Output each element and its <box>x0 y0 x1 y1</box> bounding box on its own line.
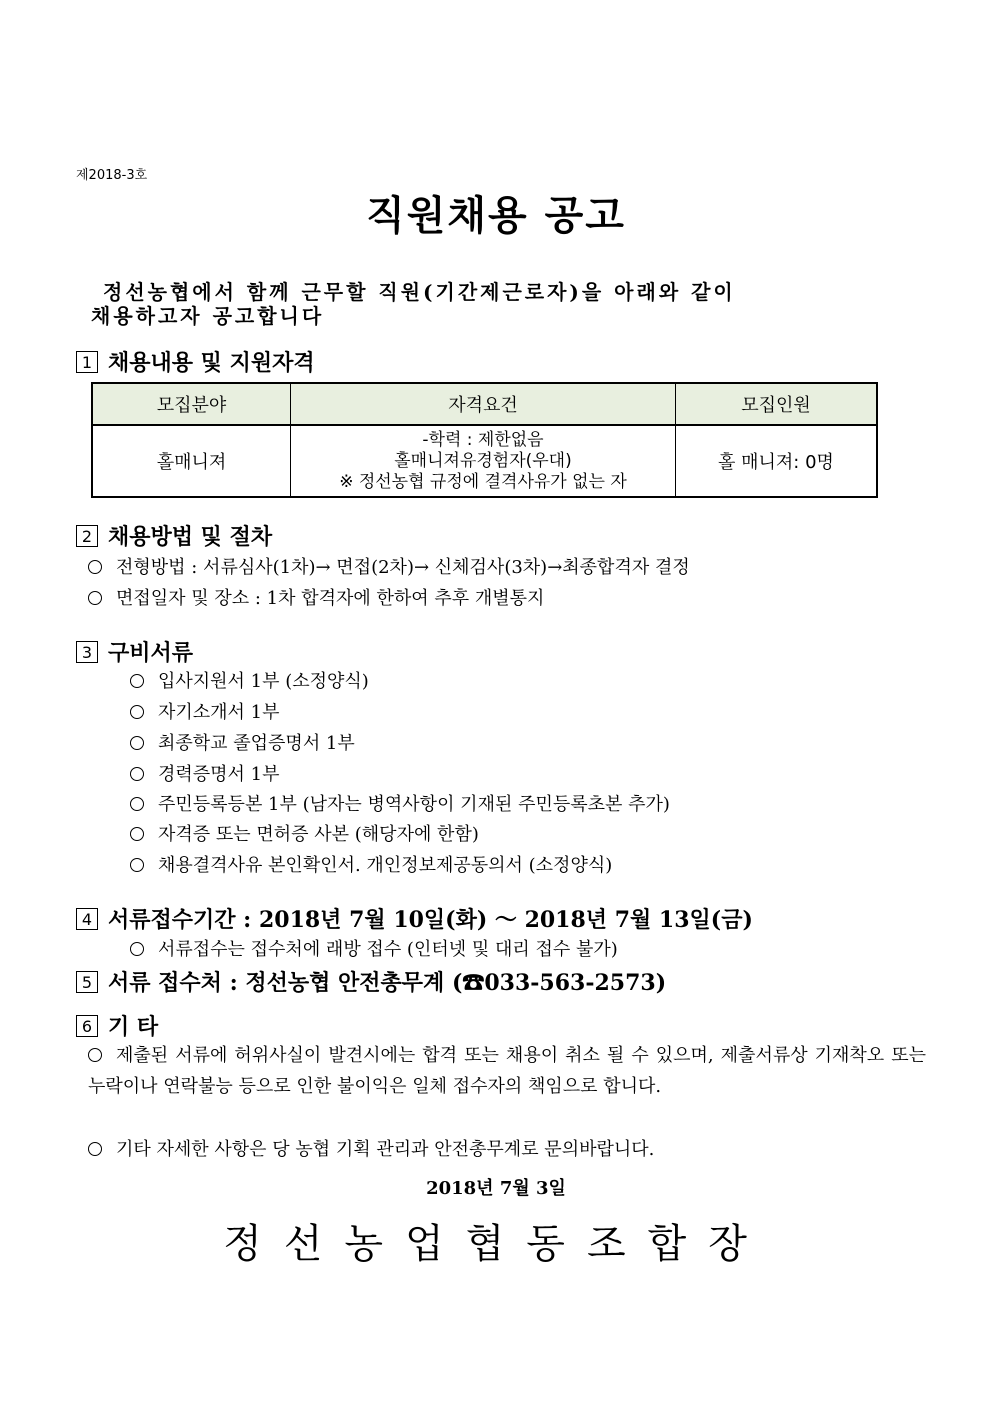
list-item <box>88 553 690 579</box>
bullet-circle-icon <box>130 858 144 872</box>
bullet-circle-icon <box>130 705 144 719</box>
recruitment-table <box>91 382 878 498</box>
section-6-title: 기 타 <box>108 1014 159 1040</box>
table-header-field: 모집분야 <box>92 383 291 425</box>
list-item <box>130 698 280 724</box>
table-cell-requirements <box>291 425 676 497</box>
requirement-line: ※ 정선농협 규정에 결격사유가 없는 자 <box>339 471 627 492</box>
bullet-circle-icon <box>88 1142 102 1156</box>
list-item <box>130 790 670 816</box>
bullet-circle-icon <box>130 674 144 688</box>
section-number-box: 1 <box>76 351 98 373</box>
section-6-header <box>76 1010 158 1041</box>
section-2-header <box>76 520 272 551</box>
document-date: 2018년 7월 3일 <box>426 1178 566 1199</box>
requirement-line: 홀매니져유경험자(우대) <box>394 450 572 471</box>
section-3-header <box>76 636 193 667</box>
bullet-circle-icon <box>130 827 144 841</box>
list-item-text: 주민등록등본 1부 (남자는 병역사항이 기재된 주민등록초본 추가) <box>158 794 670 815</box>
list-item <box>130 667 369 693</box>
table-header-row <box>92 383 877 425</box>
section-5-header <box>76 966 666 997</box>
bullet-circle-icon <box>130 942 144 956</box>
section-4-title: 서류접수기간 : 2018년 7월 10일(화) ～ 2018년 7월 13일(금) <box>108 907 753 933</box>
bullet-circle-icon <box>130 797 144 811</box>
list-item <box>130 851 612 877</box>
table-row <box>92 425 877 497</box>
list-item-text: 최종학교 졸업증명서 1부 <box>158 733 355 754</box>
bullet-circle-icon <box>130 736 144 750</box>
list-item-text: 제출된 서류에 허위사실이 발견시에는 합격 또는 채용이 취소 될 수 있으며, 제출서류상 기재착오 또는 누락이나 연락불능 등으로 인한 불이익은 일체 접수자의 책임으로 합니다. <box>88 1045 926 1097</box>
list-item <box>130 820 479 846</box>
section-number-box: 5 <box>76 971 98 993</box>
section-number-box: 4 <box>76 908 98 930</box>
list-item-text: 기타 자세한 사항은 당 농협 기획 관리과 안전총무계로 문의바랍니다. <box>116 1139 655 1160</box>
list-item <box>88 1135 654 1161</box>
section-5-title: 서류 접수처 : 정선농협 안전총무계 (☎033-563-2573) <box>108 970 667 996</box>
table-header-requirements: 자격요건 <box>291 383 676 425</box>
bullet-circle-icon <box>88 560 102 574</box>
table-header-count: 모집인원 <box>675 383 877 425</box>
list-item-text: 채용결격사유 본인확인서. 개인정보제공동의서 (소정양식) <box>158 855 613 876</box>
page-title: 직원채용 공고 <box>366 192 626 239</box>
list-item-text: 전형방법 : 서류심사(1차)→ 면접(2차)→ 신체검사(3차)→최종합격자 결정 <box>116 557 690 578</box>
intro-line-2: 채용하고자 공고합니다 <box>91 304 325 328</box>
list-item <box>130 729 355 755</box>
list-item <box>88 584 544 610</box>
list-item-text: 경력증명서 1부 <box>158 764 280 785</box>
bullet-circle-icon <box>88 1048 102 1062</box>
requirement-line: -학력 : 제한없음 <box>422 429 544 450</box>
list-item <box>130 760 280 786</box>
section-number-box: 3 <box>76 641 98 663</box>
list-item-text: 자격증 또는 면허증 사본 (해당자에 한함) <box>158 824 479 845</box>
section-3-title: 구비서류 <box>108 640 194 666</box>
issuer-signature: 정선농업협동조합장 <box>223 1221 769 1267</box>
list-item-text: 입사지원서 1부 (소정양식) <box>158 671 369 692</box>
document-number: 제2018-3호 <box>76 168 148 183</box>
section-1-header <box>76 346 315 377</box>
intro-line-1: 정선농협에서 함께 근무할 직원(기간제근로자)을 아래와 같이 <box>103 280 736 304</box>
table-cell-count: 홀 매니져: 0명 <box>675 425 877 497</box>
section-4-header <box>76 903 753 934</box>
list-item <box>130 935 618 961</box>
table-cell-field: 홀매니져 <box>92 425 291 497</box>
list-item-text: 면접일자 및 장소 : 1차 합격자에 한하여 추후 개별통지 <box>116 588 545 609</box>
bullet-circle-icon <box>88 591 102 605</box>
section-number-box: 6 <box>76 1015 98 1037</box>
list-item-text: 서류접수는 접수처에 래방 접수 (인터넷 및 대리 접수 불가) <box>158 939 618 960</box>
section-2-title: 채용방법 및 절차 <box>108 524 273 550</box>
section-number-box: 2 <box>76 525 98 547</box>
section-1-title: 채용내용 및 지원자격 <box>108 350 315 376</box>
list-item <box>88 1040 926 1102</box>
bullet-circle-icon <box>130 767 144 781</box>
list-item-text: 자기소개서 1부 <box>158 702 280 723</box>
